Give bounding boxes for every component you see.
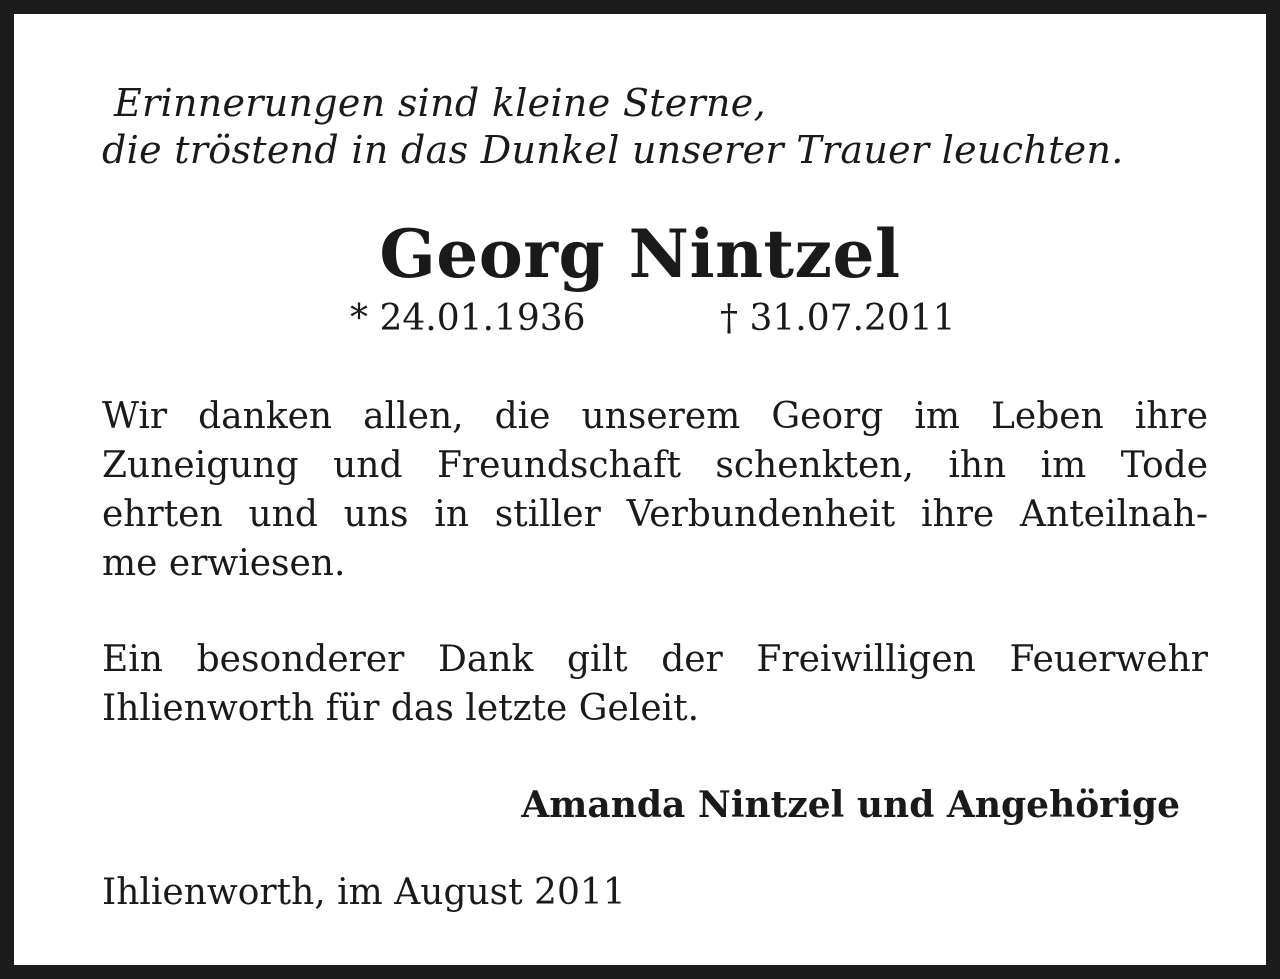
special-thanks-paragraph bbox=[102, 635, 1208, 733]
death-date: † 31.07.2011 bbox=[720, 298, 956, 339]
quote-line-1: Erinnerungen sind kleine Sterne, bbox=[114, 81, 766, 125]
thanks-paragraph bbox=[102, 392, 1208, 588]
thanks-line: Wir danken allen, die unserem Georg im Leben ihre bbox=[102, 396, 1208, 437]
deceased-name: Georg Nintzel bbox=[379, 215, 901, 293]
thanks-line: Zuneigung und Freundschaft schenkten, ihn im Tode bbox=[102, 445, 1208, 486]
place-and-date: Ihlienworth, im August 2011 bbox=[102, 872, 626, 913]
quote-line-2: die tröstend in das Dunkel unserer Trauer leuchten. bbox=[102, 128, 1124, 172]
signature: Amanda Nintzel und Angehörige bbox=[521, 784, 1180, 826]
thanks-line: ehrten und uns in stiller Verbundenheit ihre Anteilnah- bbox=[102, 494, 1208, 535]
birth-date: * 24.01.1936 bbox=[350, 298, 586, 339]
memorial-quote bbox=[102, 80, 1124, 174]
special-thanks-line: Ein besonderer Dank gilt der Freiwilligen Feuerwehr bbox=[102, 639, 1208, 680]
thanks-line: me erwiesen. bbox=[102, 543, 346, 584]
special-thanks-line: Ihlienworth für das letzte Geleit. bbox=[102, 688, 700, 729]
